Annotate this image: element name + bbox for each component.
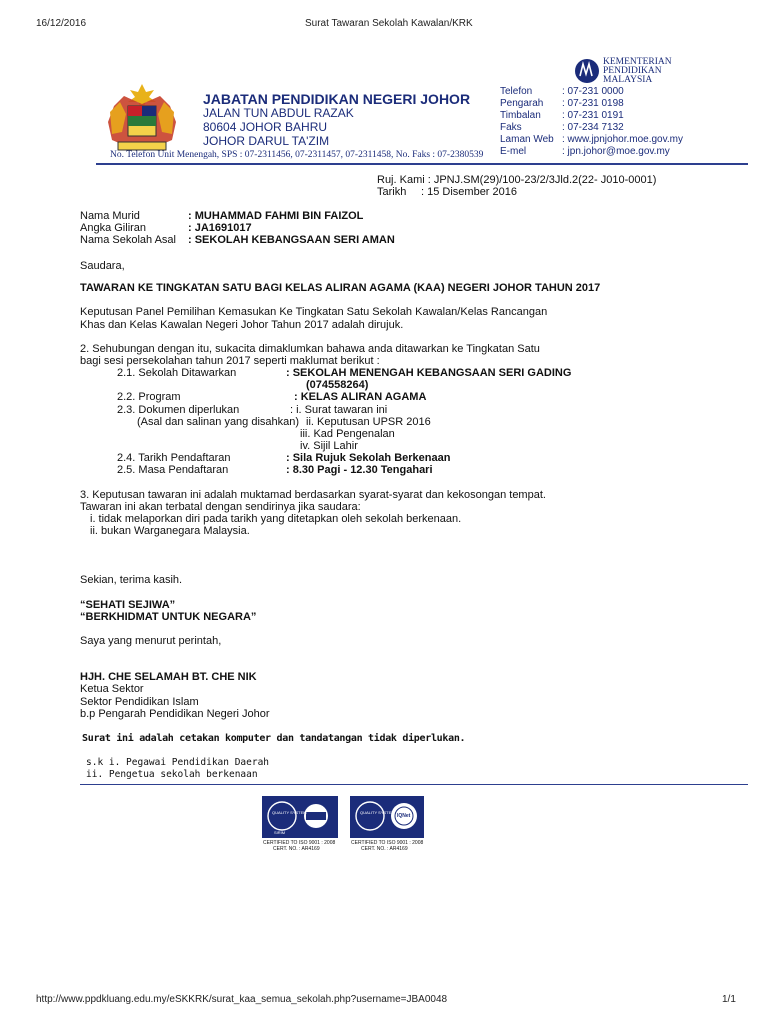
contact-label: Faks <box>500 122 522 133</box>
badge-label: QUALITY SYSTEM <box>360 810 395 815</box>
date-label: Tarikh <box>377 186 407 198</box>
print-date: 16/12/2016 <box>36 18 87 29</box>
document-iii: iii. Kad Pengenalan <box>300 428 395 440</box>
document-ii: ii. Keputusan UPSR 2016 <box>306 416 431 428</box>
phone-line: No. Telefon Unit Menengah, SPS : 07-2311456, 07-2311457, 07-2311458, No. Faks : 07-2380539 <box>110 150 484 160</box>
cert-line: CERTIFIED TO ISO 9001 : 2008 <box>263 840 336 846</box>
paragraph-3-line-1: 3. Keputusan tawaran ini adalah muktamad berdasarkan syarat-syarat dan kekosongan tempat. <box>80 489 546 501</box>
contact-value: : jpn.johor@moe.gov.my <box>562 146 670 157</box>
document-note: (Asal dan salinan yang disahkan) <box>137 416 300 428</box>
index-label: Angka Giliran <box>80 222 147 234</box>
student-name-value: : MUHAMMAD FAHMI BIN FAIZOL <box>188 210 364 222</box>
origin-school-label: Nama Sekolah Asal <box>80 234 176 246</box>
letterhead-rule <box>96 163 748 165</box>
contact-label: Pengarah <box>500 98 544 109</box>
program-value: : KELAS ALIRAN AGAMA <box>294 391 427 403</box>
item-2-3-label: 2.3. Dokumen diperlukan <box>117 404 240 416</box>
paragraph-2-line-2: bagi sesi persekolahan tahun 2017 seperti maklumat berikut : <box>80 355 380 367</box>
badge-label: SIRIM <box>274 830 286 835</box>
salutation: Saudara, <box>80 260 125 272</box>
footer-rule <box>80 784 748 785</box>
cert-line: CERT. NO. : AR4169 <box>361 846 408 852</box>
badge-label: IQNet <box>397 813 411 819</box>
contact-value: : 07-234 7132 <box>562 122 624 133</box>
contact-value: : www.jpnjohor.moe.gov.my <box>562 134 683 145</box>
address-line-1: JALAN TUN ABDUL RAZAK <box>203 106 354 120</box>
paragraph-1-line-2: Khas dan Kelas Kawalan Negeri Johor Tahun 2017 adalah dirujuk. <box>80 319 404 331</box>
contact-value: : 07-231 0191 <box>562 110 624 121</box>
contact-value: : 07-231 0198 <box>562 98 624 109</box>
contact-label: Telefon <box>500 86 533 97</box>
ministry-line: MALAYSIA <box>603 75 653 85</box>
address-line-2: 80604 JOHOR BAHRU <box>203 120 328 134</box>
signatory-role-1: Ketua Sektor <box>80 683 144 695</box>
document-iv: iv. Sijil Lahir <box>300 440 358 452</box>
cert-line: CERTIFIED TO ISO 9001 : 2008 <box>351 840 424 846</box>
index-value: : JA1691017 <box>188 222 252 234</box>
item-2-1-label: 2.1. Sekolah Ditawarkan <box>117 367 237 379</box>
signatory-role-2: Sektor Pendidikan Islam <box>80 696 199 708</box>
offered-school: : SEKOLAH MENENGAH KEBANGSAAN SERI GADING <box>286 367 572 379</box>
document-i: : i. Surat tawaran ini <box>290 404 388 416</box>
cert-text-2 <box>351 840 423 852</box>
cert-line: CERT. NO. : AR4169 <box>273 846 320 852</box>
ministry-name <box>603 58 672 85</box>
ministry-line: PENDIDIKAN <box>603 66 662 76</box>
org-name: JABATAN PENDIDIKAN NEGERI JOHOR <box>203 91 471 107</box>
ministry-line: KEMENTERIAN <box>603 57 672 67</box>
item-2-5-label: 2.5. Masa Pendaftaran <box>117 464 229 476</box>
registration-time: : 8.30 Pagi - 12.30 Tengahari <box>286 464 433 476</box>
contact-value: : 07-231 0000 <box>562 86 624 97</box>
print-url: http://www.ppdkluang.edu.my/eSKKRK/surat_kaa_semua_sekolah.php?username=JBA0048 <box>36 994 448 1005</box>
address-line-3: JOHOR DARUL TA'ZIM <box>203 134 330 148</box>
item-2-2-label: 2.2. Program <box>117 391 181 403</box>
coat-of-arms-icon <box>96 82 188 154</box>
cert-badge-1 <box>262 796 338 838</box>
cc-line-1: s.k i. Pegawai Pendidikan Daerah <box>86 757 270 768</box>
print-title: Surat Tawaran Sekolah Kawalan/KRK <box>305 18 473 29</box>
contact-label: Timbalan <box>500 110 541 121</box>
condition-ii: ii. bukan Warganegara Malaysia. <box>90 525 250 537</box>
contact-table <box>500 86 683 158</box>
computer-print-note: Surat ini adalah cetakan komputer dan tandatangan tidak diperlukan. <box>82 733 466 744</box>
cert-badge-2 <box>350 796 424 838</box>
paragraph-2-line-1: 2. Sehubungan dengan itu, sukacita dimaklumkan bahawa anda ditawarkan ke Tingkatan Satu <box>80 343 540 355</box>
reference-number: Ruj. Kami : JPNJ.SM(29)/100-23/2/3Jld.2(22- J010-0001) <box>377 174 657 186</box>
motto-2: “BERKHIDMAT UNTUK NEGARA” <box>80 611 257 623</box>
motto-1: “SEHATI SEJIWA” <box>80 599 176 611</box>
contact-label: E-mel <box>500 146 527 157</box>
ministry-logo-icon <box>574 58 600 84</box>
cc-line-2: ii. Pengetua sekolah berkenaan <box>86 769 258 780</box>
condition-i: i. tidak melaporkan diri pada tarikh yang ditetapkan oleh sekolah berkenaan. <box>90 513 462 525</box>
origin-school-value: : SEKOLAH KEBANGSAAN SERI AMAN <box>188 234 395 246</box>
contact-label: Laman Web <box>500 134 554 145</box>
letter-subject: TAWARAN KE TINGKATAN SATU BAGI KELAS ALIRAN AGAMA (KAA) NEGERI JOHOR TAHUN 2017 <box>80 282 601 294</box>
date-value: : 15 Disember 2016 <box>421 186 517 198</box>
badge-label: QUALITY SYSTEM <box>272 810 307 815</box>
iqnet-icon <box>350 796 424 838</box>
student-name-label: Nama Murid <box>80 210 140 222</box>
signatory-name: HJH. CHE SELAMAH BT. CHE NIK <box>80 671 257 683</box>
signatory-role-3: b.p Pengarah Pendidikan Negeri Johor <box>80 708 270 720</box>
paragraph-1-line-1: Keputusan Panel Pemilihan Kemasukan Ke Tingkatan Satu Sekolah Kawalan/Kelas Rancangan <box>80 306 548 318</box>
print-page: 1/1 <box>722 994 736 1005</box>
paragraph-3-line-2: Tawaran ini akan terbatal dengan sendirinya jika saudara: <box>80 501 361 513</box>
cert-text-1 <box>263 840 335 852</box>
order-line: Saya yang menurut perintah, <box>80 635 222 647</box>
offered-school-code: (074558264) <box>306 379 369 391</box>
closing: Sekian, terima kasih. <box>80 574 183 586</box>
registration-date: : Sila Rujuk Sekolah Berkenaan <box>286 452 451 464</box>
item-2-4-label: 2.4. Tarikh Pendaftaran <box>117 452 231 464</box>
